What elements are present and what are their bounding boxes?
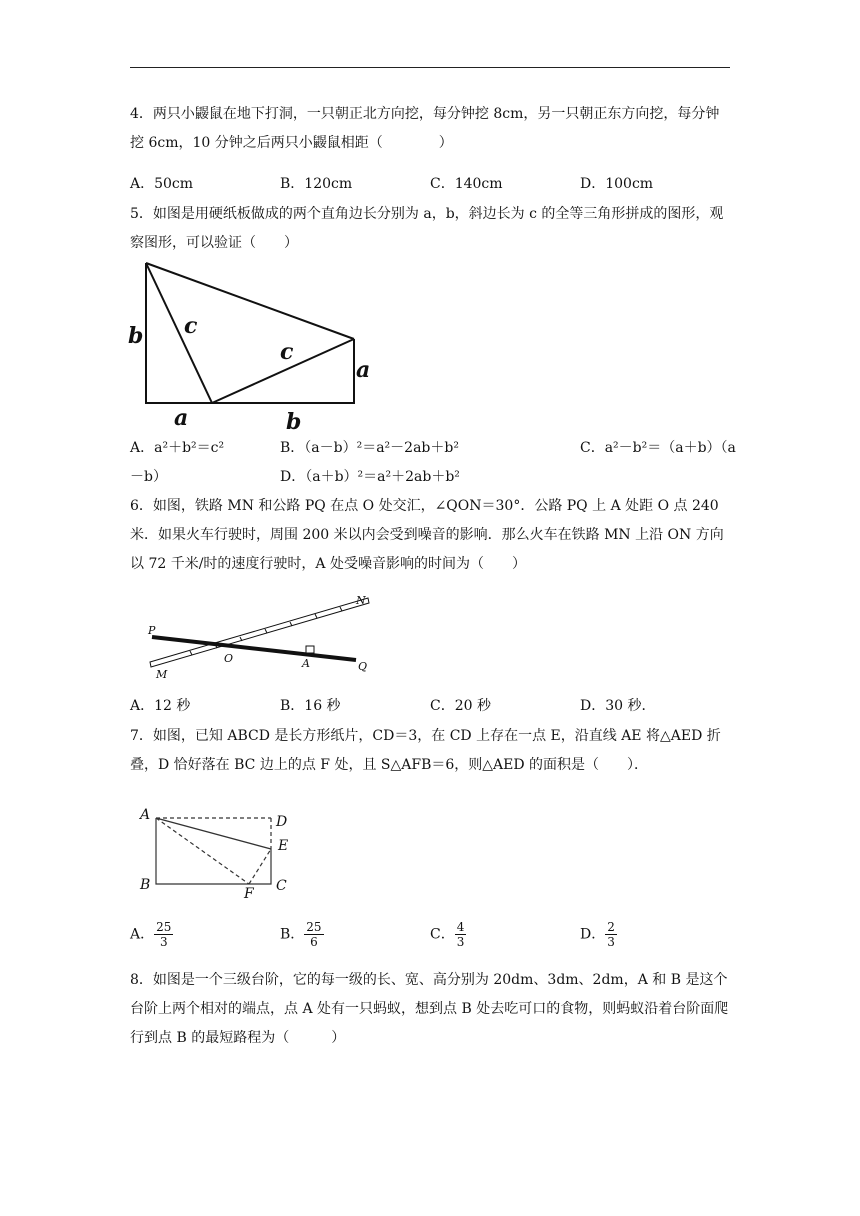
q6-option-d: D．30 秒． — [580, 698, 656, 714]
q4-option-d: D．100cm — [580, 176, 654, 192]
q7-label-b: B — [140, 877, 151, 893]
q6-option-c: C．20 秒 — [430, 698, 491, 714]
q7-label-d: D — [276, 814, 288, 830]
q5-label-c-mid: c — [280, 339, 294, 365]
q6-label-q: Q — [358, 660, 368, 673]
q6-option-a: A．12 秒 — [130, 698, 191, 714]
q7-option-b: B． $\frac{25}{6}$ — [280, 920, 322, 949]
question-8-text: 8．如图是一个三级台阶，它的每一级的长、宽、高分别为 20dm、3dm、2dm，A 和 B 是这个台阶上两个相对的端点，点 A 处有一只蚂蚁，想到点 B 处去吃可口的食物，则蚂蚁沿着台阶面爬行到点 B 的最短路程为（ ） — [130, 972, 729, 1046]
q7-fold-line-ae — [156, 818, 271, 849]
q5-outer-frame — [146, 263, 354, 403]
q5-option-c: C．a²－b²＝（a＋b）（a — [580, 440, 736, 456]
q5-option-a: A．a²＋b²＝c² — [130, 440, 225, 456]
q6-label-n: N — [356, 594, 366, 607]
q5-figure — [120, 255, 380, 435]
q7-fe-dashed — [249, 849, 271, 884]
q7-af-dashed — [156, 818, 249, 884]
q6-label-o: O — [224, 652, 234, 665]
question-6-text: 6．如图，铁路 MN 和公路 PQ 在点 O 处交汇，∠QON＝30°．公路 PQ 上 A 处距 O 点 240 米．如果火车行驶时，周围 200 米以内会受到噪音的影响．那么火车在铁路 MN 上沿 ON 方向以 72 千米/时的速度行驶时，A 处受噪音影响的时间为（ ） — [130, 498, 724, 572]
q7-option-a: A． $\frac{25}{3}$ — [130, 920, 172, 949]
q5-label-b-bottom: b — [286, 409, 302, 435]
q7-rectangle-solid — [156, 818, 271, 884]
q5-label-c-left: c — [184, 313, 198, 339]
question-7-text: 7．如图，已知 ABCD 是长方形纸片，CD＝3，在 CD 上存在一点 E，沿直线 AE 将△AED 折叠，D 恰好落在 BC 边上的点 F 处，且 S△AFB＝6，则△AED 的面积是（ ）． — [130, 728, 721, 773]
q6-house-icon — [306, 646, 314, 653]
q7-figure — [130, 798, 310, 904]
q7-label-f: F — [244, 886, 254, 902]
q6-figure — [140, 590, 380, 686]
q6-label-m: M — [156, 668, 168, 681]
q5-label-b-left: b — [128, 323, 144, 349]
q5-option-c-cont: －b） — [130, 469, 167, 485]
q6-label-a: A — [302, 657, 310, 670]
q4-option-a: A．50cm — [130, 176, 194, 192]
q6-label-p: P — [148, 624, 156, 637]
header-rule — [130, 67, 730, 68]
question-4-text: 4．两只小鼹鼠在地下打洞，一只朝正北方向挖，每分钟挖 8cm，另一只朝正东方向挖，每分钟挖 6cm，10 分钟之后两只小鼹鼠相距（ ） — [130, 106, 720, 151]
q7-label-e: E — [278, 838, 289, 854]
q7-option-c: C． $\frac{4}{3}$ — [430, 920, 465, 949]
q4-option-c: C．140cm — [430, 176, 503, 192]
q5-option-b: B．（a－b）²＝a²－2ab＋b² — [280, 440, 459, 456]
q5-label-a-right: a — [356, 357, 371, 383]
q7-option-d: D． $\frac{2}{3}$ — [580, 920, 615, 949]
q5-option-d: D．（a＋b）²＝a²＋2ab＋b² — [280, 469, 460, 485]
q5-label-a-bottom: a — [174, 405, 189, 431]
q4-option-b: B．120cm — [280, 176, 353, 192]
question-5-text: 5．如图是用硬纸板做成的两个直角边长分别为 a，b，斜边长为 c 的全等三角形拼成的图形，观察图形，可以验证（ ） — [130, 206, 724, 251]
q6-option-b: B．16 秒 — [280, 698, 341, 714]
q7-label-c: C — [276, 878, 287, 894]
q7-label-a: A — [140, 807, 151, 823]
